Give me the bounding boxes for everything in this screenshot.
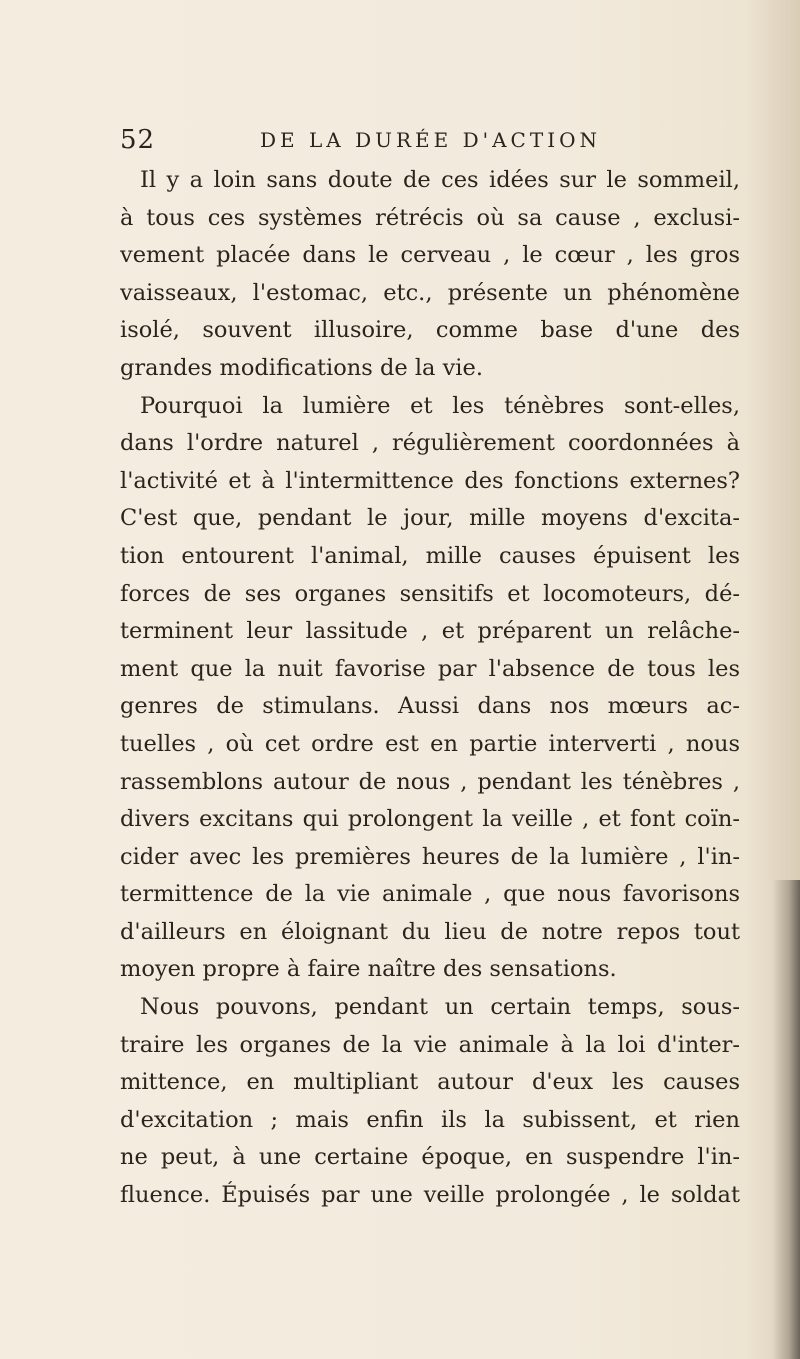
text-line: mittence, en multipliant autour d'eux les causes (120, 1069, 740, 1096)
text-line: ment que la nuit favorise par l'absence de tous les (120, 655, 740, 682)
text-line: l'activité et à l'intermittence des fonctions externes? (120, 467, 740, 494)
text-line: isolé, souvent illusoire, comme base d'une des (120, 317, 740, 344)
text-line: ne peut, à une certaine époque, en suspendre l'in- (120, 1144, 740, 1171)
text-line: dans l'ordre naturel , régulièrement coordonnées à (120, 430, 740, 457)
text-line: Pourquoi la lumière et les ténèbres sont-elles, (140, 392, 740, 419)
text-line: Nous pouvons, pendant un certain temps, sous- (140, 994, 740, 1021)
text-line: termittence de la vie animale , que nous favorisons (120, 881, 740, 908)
text-line: grandes modifications de la vie. (120, 354, 483, 381)
text-line: moyen propre à faire naître des sensations. (120, 956, 617, 983)
text-line: cider avec les premières heures de la lumière , l'in- (120, 843, 740, 870)
running-title: DE LA DURÉE D'ACTION (260, 128, 601, 152)
text-line: vement placée dans le cerveau , le cœur , les gros (120, 242, 740, 269)
text-line: à tous ces systèmes rétrécis où sa cause , exclusi- (120, 204, 740, 231)
text-body (120, 162, 740, 1215)
text-line: vaisseaux, l'estomac, etc., présente un phénomène (120, 279, 740, 306)
text-line: d'ailleurs en éloignant du lieu de notre repos tout (120, 918, 740, 945)
text-line: C'est que, pendant le jour, mille moyens d'excita- (120, 505, 740, 532)
page-edge-shadow (772, 880, 800, 1359)
text-line: terminent leur lassitude , et préparent un relâche- (120, 618, 740, 645)
text-line: tuelles , où cet ordre est en partie interverti , nous (120, 730, 740, 757)
text-line: forces de ses organes sensitifs et locomoteurs, dé- (120, 580, 740, 607)
text-line: genres de stimulans. Aussi dans nos mœurs ac- (120, 693, 740, 720)
text-line: tion entourent l'animal, mille causes épuisent les (120, 542, 740, 569)
page-number: 52 (120, 125, 156, 155)
text-line: fluence. Épuisés par une veille prolongée , le soldat (120, 1182, 740, 1209)
text-line: d'excitation ; mais enfin ils la subissent, et rien (120, 1106, 740, 1133)
text-line: divers excitans qui prolongent la veille , et font coïn- (120, 806, 740, 833)
text-line: Il y a loin sans doute de ces idées sur le sommeil, (140, 167, 740, 193)
page-header (120, 120, 760, 160)
text-line: rassemblons autour de nous , pendant les ténèbres , (120, 768, 740, 795)
text-line: traire les organes de la vie animale à la loi d'inter- (120, 1031, 740, 1058)
